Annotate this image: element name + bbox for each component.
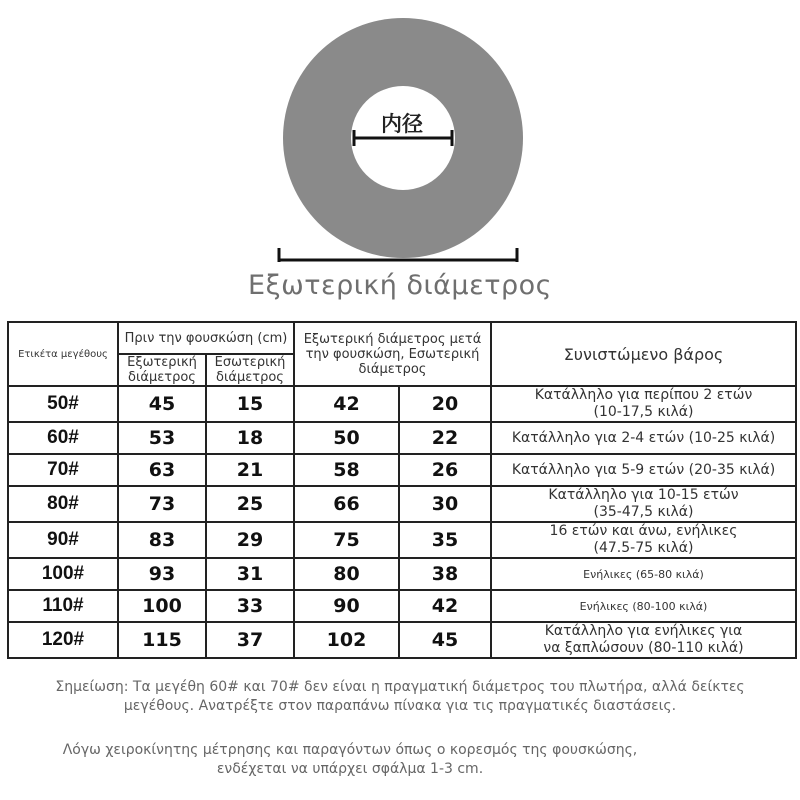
after-outer-cell: 42 [294,386,399,422]
before-outer-cell: 115 [118,622,206,658]
after-outer-cell: 90 [294,590,399,622]
recommended-weight-cell [491,422,796,454]
before-inner-cell: 33 [206,590,294,622]
before-outer-cell: 83 [118,522,206,558]
table-row [8,622,796,658]
inner-diameter-label: 内径 [381,112,423,136]
after-inner-cell: 42 [399,590,491,622]
recommended-weight-cell [491,558,796,590]
note2-line1: Λόγω χειροκίνητης μέτρησης και παραγόντων όπως ο κορεσμός της φουσκώσης, [62,742,638,758]
recommended-weight-cell [491,454,796,486]
size-cell: 70# [8,454,118,486]
size-cell: 50# [8,386,118,422]
after-inner-cell: 35 [399,522,491,558]
table-body [8,386,796,658]
size-cell: 80# [8,486,118,522]
before-inner-cell: 15 [206,386,294,422]
size-cell: 90# [8,522,118,558]
after-outer-cell: 75 [294,522,399,558]
size-cell: 120# [8,622,118,658]
recommended-line1: Ενήλικες (80-100 κιλά) [579,599,708,613]
note-sizes [0,678,800,716]
recommended-line2: να ξαπλώσουν (80-110 κιλά) [543,640,744,656]
note2-line2: ενδέχεται να υπάρχει σφάλμα 1-3 cm. [216,761,484,777]
recommended-line1: Ενήλικες (65-80 κιλά) [583,567,704,581]
size-cell: 60# [8,422,118,454]
before-inner-cell: 37 [206,622,294,658]
header-recommended-weight: Συνιστώμενο βάρος [491,322,796,386]
after-outer-cell: 50 [294,422,399,454]
recommended-line2: (47.5-75 κιλά) [593,540,694,556]
header-inner-diameter: Εσωτερική διάμετρος [206,354,294,386]
after-outer-cell: 66 [294,486,399,522]
recommended-line1: Κατάλληλο για ενήλικες για [544,623,743,639]
after-inner-cell: 22 [399,422,491,454]
before-outer-cell: 93 [118,558,206,590]
table-row [8,422,796,454]
before-outer-cell: 53 [118,422,206,454]
size-cell: 110# [8,590,118,622]
recommended-line2: (10-17,5 κιλά) [593,404,694,420]
recommended-line1: Κατάλληλο για περίπου 2 ετών [534,387,753,403]
recommended-line1: Κατάλληλο για 2-4 ετών (10-25 κιλά) [511,429,776,446]
after-inner-cell: 45 [399,622,491,658]
recommended-weight-cell [491,622,796,658]
before-inner-cell: 29 [206,522,294,558]
after-outer-cell: 80 [294,558,399,590]
before-inner-cell: 21 [206,454,294,486]
header-size-label: Ετικέτα μεγέθους [8,322,118,386]
recommended-weight-cell [491,522,796,558]
size-table [7,321,797,659]
recommended-line1: 16 ετών και άνω, ενήλικες [549,523,738,539]
table-row [8,558,796,590]
after-inner-cell: 20 [399,386,491,422]
before-inner-cell: 31 [206,558,294,590]
table-row [8,386,796,422]
recommended-weight-cell [491,486,796,522]
before-outer-cell: 100 [118,590,206,622]
recommended-line2: (35-47,5 κιλά) [593,504,694,520]
header-outer-diameter: Εξωτερική διάμετρος [118,354,206,386]
after-inner-cell: 26 [399,454,491,486]
header-after-group: Εξωτερική διάμετρος μετά την φουσκώση, Εσωτερική διάμετρος [294,322,491,386]
table-row [8,522,796,558]
recommended-weight-cell [491,386,796,422]
ring-illustration [0,0,800,310]
after-inner-cell: 38 [399,558,491,590]
note-error [0,741,700,779]
after-outer-cell: 58 [294,454,399,486]
after-outer-cell: 102 [294,622,399,658]
table-row [8,454,796,486]
ring-diagram [0,0,800,310]
note1-line1: Σημείωση: Τα μεγέθη 60# και 70# δεν είναι η πραγματική διάμετρος του πλωτήρα, αλλά δείκτες [55,679,745,695]
table-row [8,486,796,522]
before-outer-cell: 73 [118,486,206,522]
before-inner-cell: 25 [206,486,294,522]
size-cell: 100# [8,558,118,590]
recommended-line1: Κατάλληλο για 10-15 ετών [548,487,739,503]
before-inner-cell: 18 [206,422,294,454]
recommended-line1: Κατάλληλο για 5-9 ετών (20-35 κιλά) [511,461,776,478]
before-outer-cell: 63 [118,454,206,486]
after-inner-cell: 30 [399,486,491,522]
before-outer-cell: 45 [118,386,206,422]
table-row [8,590,796,622]
outer-diameter-label: Εξωτερική διάμετρος [248,270,552,301]
note1-line2: μεγέθους. Ανατρέξτε στον παραπάνω πίνακα για τις πραγματικές διαστάσεις. [123,698,677,714]
recommended-weight-cell [491,590,796,622]
header-before-group: Πριν την φουσκώση (cm) [118,322,294,354]
